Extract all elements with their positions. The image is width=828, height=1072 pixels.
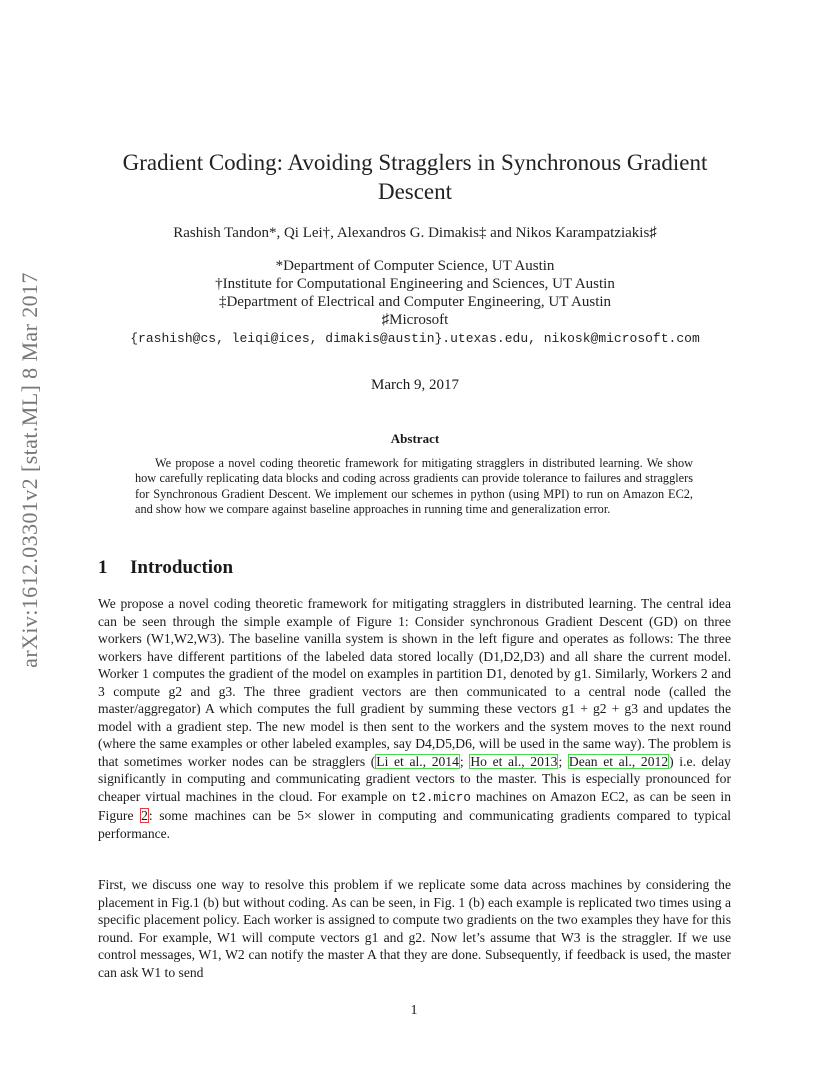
author-emails: {rashish@cs, leiqi@ices, dimakis@austin}.utexas.edu, nikosk@microsoft.com [130,331,700,346]
p1-text-c: machines on Amazon EC2, as can be seen in Figure [98,788,731,823]
paper-title: Gradient Coding: Avoiding Stragglers in Synchronous Gradient Descent [122,150,708,204]
inline-code: t2.micro [410,790,471,805]
affiliation-2: †Institute for Computational Engineering and Sciences, UT Austin [215,276,615,292]
citation-link[interactable]: Ho et al., 2013 [470,753,558,769]
affiliation-1: *Department of Computer Science, UT Austin [275,258,555,274]
affiliation-4: ♯Microsoft [381,312,449,328]
author-list: Rashish Tandon*, Qi Lei†, Alexandros G. Dimakis‡ and Nikos Karampatziakis♯ [173,225,657,241]
page-number: 1 [410,1003,418,1018]
affiliation-3: ‡Department of Electrical and Computer Engineering, UT Austin [218,294,612,310]
arxiv-id-text: arXiv:1612.03301v2 [stat.ML] 8 Mar 2017 [17,272,42,668]
abstract-heading: Abstract [390,431,440,446]
citation-link[interactable]: Li et al., 2014 [376,753,459,769]
p1-sep-2: ; [558,753,568,769]
p1-text-b: ) i.e. delay significantly in computing and communicating gradient vectors to the master. This is especially pronounced for cheaper virtual machines in the cloud. For example on [98,753,731,804]
abstract-body: We propose a novel coding theoretic framework for mitigating stragglers in distributed learning. We show how carefully replicating data blocks and coding across gradients can provide tolerance to failures and stragglers for Synchronous Gradient Descent. We implement our schemes in python (using MPI) to run on Amazon EC2, and show how we compare against baseline approaches in running time and generalization error. [135,456,693,517]
intro-paragraph-1 [98,595,731,842]
p1-sep-1: ; [459,753,470,769]
figure-link[interactable]: 2 [141,808,148,823]
paper-date: March 9, 2017 [371,377,459,393]
section-title: Introduction [130,557,234,578]
p1-text-a: We propose a novel coding theoretic framework for mitigating stragglers in distributed learning. The central idea can be seen through the simple example of Figure 1: Consider synchronous Gradient Descent (GD) on three workers (W1,W2,W3). The baseline vanilla system is shown in the left figure and operates as follows: The three workers have different partitions of the labeled data stored locally (D1,D2,D3) and all share the current model. Worker 1 computes the gradient of the model on examples in partition D1, denoted by g1. Similarly, Workers 2 and 3 compute g2 and g3. The three gradient vectors are then communicated to a central node (called the master/aggregator) A which computes the full gradient by summing these vectors g1 + g2 + g3 and updates the model with a gradient step. The new model is then sent to the workers and the system moves to the next round (where the same examples or other labeled examples, say D4,D5,D6, will be used in the same way). The problem is that sometimes worker nodes can be stragglers ( [98,596,731,769]
section-heading [98,557,233,579]
section-number: 1 [98,557,108,578]
citation-link[interactable]: Dean et al., 2012 [568,753,669,769]
p1-text-d: : some machines can be 5× slower in computing and communicating gradients compared to typical performance. [98,808,732,841]
arxiv-identifier [12,272,48,668]
intro-paragraph-2: First, we discuss one way to resolve this problem if we replicate some data across machines by considering the placement in Fig.1 (b) but without coding. As can be seen, in Fig. 1 (b) each example is replicated two times using a specific placement policy. Each worker is assigned to compute two gradients on the two examples they have for this round. For example, W1 will compute vectors g1 and g2. Now let’s assume that W3 is the straggler. If we use control messages, W1, W2 can notify the master A that they are done. Subsequently, if feedback is used, the master can ask W1 to send [98,877,731,980]
